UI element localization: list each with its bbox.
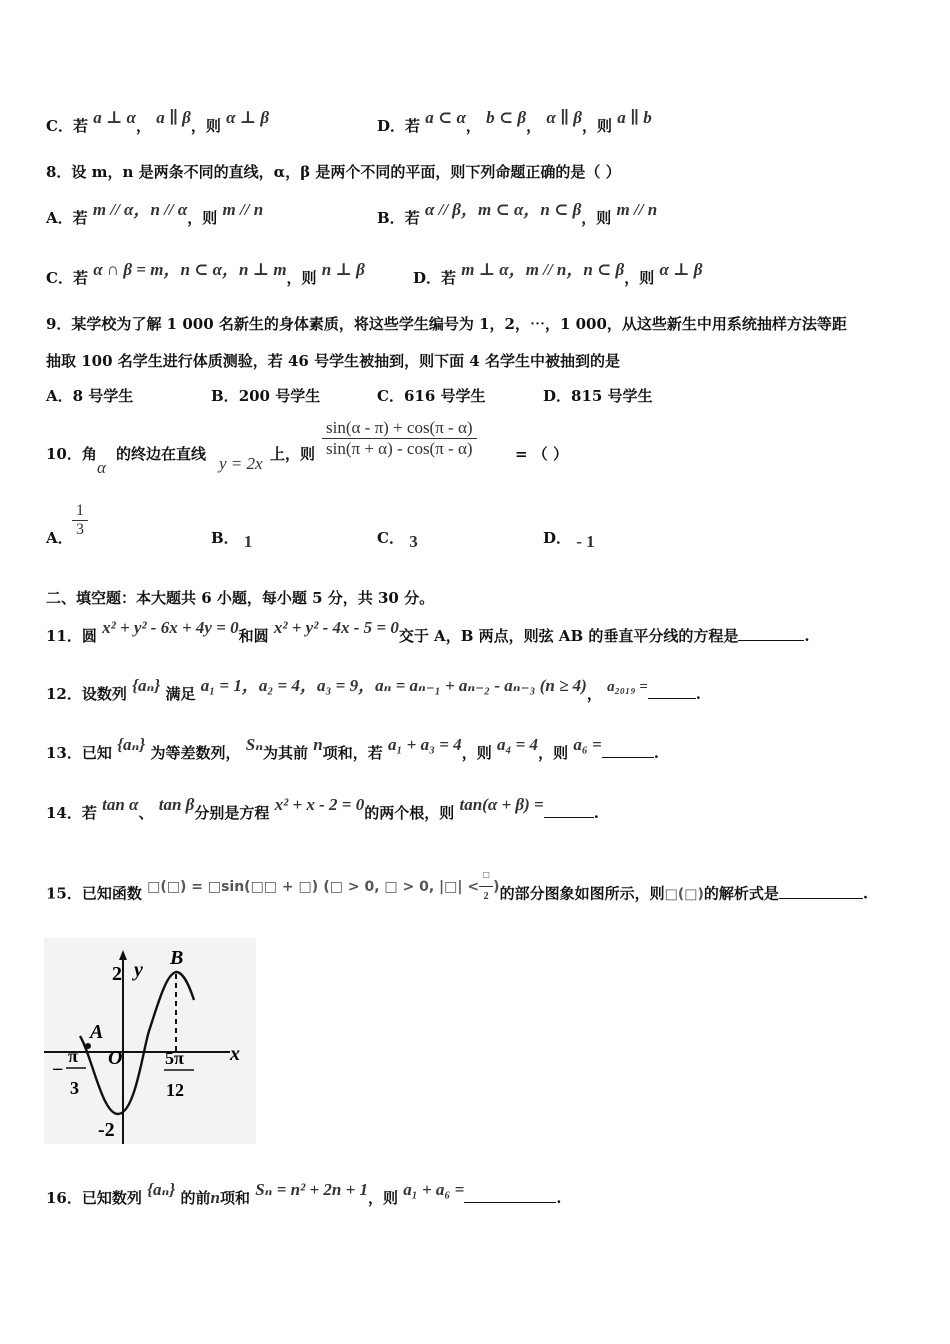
y-label: y <box>134 959 143 981</box>
formula: α ⊥ β <box>226 108 270 127</box>
q10-shang: 上，则 <box>270 445 316 463</box>
answer-blank[interactable] <box>602 743 654 758</box>
q7-option-c: C．若 a ⊥ α， a ∥ β，则 α ⊥ β <box>46 108 270 135</box>
q13: 13．已知 {aₙ} 为等差数列， Sₙ为其前 n项和，若 a₁ + a₃ = 4，则 a₄ = 4，则 a₆ = . <box>46 735 659 762</box>
q10-option-a-value: $\frac{1}{3}$ <box>72 502 88 539</box>
answer-blank[interactable] <box>464 1188 556 1203</box>
q10-fraction: $\frac{\sin(\alpha - \pi) + \cos(\pi - \alpha)}{\sin(\pi + \alpha) - \cos(\pi - \alpha)}$ <box>322 418 477 459</box>
q14: 14．若 tan α、 tan β分别是方程 x² + x - 2 = 0的两个根，则 tan(α + β) = . <box>46 795 599 822</box>
section-heading: 二、填空题：本大题共 6 小题，每小题 5 分，共 30 分。 <box>46 589 435 607</box>
answer-blank[interactable] <box>648 684 696 699</box>
q8-option-a: A．若 m // α，n // α，则 m // n <box>46 200 264 227</box>
garbled-condition: (□ > 0, □ > 0, |□| < $\frac{□}{2}$ ) <box>323 879 499 895</box>
q8-option-d: D．若 m ⊥ α，m // n，n ⊂ β，则 α ⊥ β <box>413 260 703 287</box>
q10-option-c: C． 3 <box>377 529 418 551</box>
q16: 16．已知数列 {aₙ} 的前n项和 Sₙ = n² + 2n + 1，则 a₁ + a₆ = . <box>46 1180 562 1207</box>
q12: 12．设数列 {aₙ} 满足 a₁ = 1，a₂ = 4，a₃ = 9，aₙ = aₙ₋₁ + aₙ₋₂ - aₙ₋₃ (n ≥ 4)， a₂₀₁₉ = . <box>46 676 702 703</box>
point-b-label: B <box>170 947 184 969</box>
q10-option-b: B． 1 <box>211 529 253 551</box>
formula: a ⊥ α <box>93 108 136 127</box>
graph-svg <box>44 938 256 1144</box>
x-label: x <box>230 1043 240 1065</box>
q8-option-c: C．若 α ∩ β = m，n ⊂ α，n ⊥ m，则 n ⊥ β <box>46 260 365 287</box>
q7-option-d: D．若 a ⊂ α， b ⊂ β， α ∥ β，则 a ∥ b <box>377 108 652 135</box>
answer-blank[interactable] <box>738 626 804 641</box>
neg-sign: − <box>52 1059 64 1081</box>
q10-option-d: D． - 1 <box>543 529 595 551</box>
formula: a ∥ b <box>617 108 652 127</box>
q9-option-a: A．8 号学生 <box>46 387 134 405</box>
formula: a ∥ β <box>156 108 191 127</box>
q9-line-2: 抽取 100 名学生进行体质测验，若 46 号学生被抽到，则下面 4 名学生中被抽到的是 <box>46 352 620 370</box>
q15: 15．已知函数 □(□) = □sin(□□ + □) (□ > 0, □ > 0, |□| < $\frac{□}{2}$ )的部分图象如图所示，则□(□)的解析式是 . <box>46 874 868 915</box>
q10-tail: = （ ） <box>515 445 569 463</box>
twelve-label: 12 <box>166 1080 184 1100</box>
q10-line: y = 2x <box>219 454 263 473</box>
answer-blank[interactable] <box>544 803 594 818</box>
y-axis-arrow <box>119 950 127 960</box>
q10-mid: 的终边在直线 <box>116 445 207 463</box>
function-graph <box>44 938 256 1144</box>
q10-alpha: α <box>97 458 106 477</box>
q11: 11．圆 x² + y² - 6x + 4y = 0和圆 x² + y² - 4x - 5 = 0交于 A，B 两点，则弦 AB 的垂直平分线的方程是 . <box>46 618 810 645</box>
q10-stem: 10．角 <box>46 445 97 463</box>
q9-option-b: B．200 号学生 <box>211 387 321 405</box>
origin-label: O <box>108 1047 123 1069</box>
q9-line-1: 9．某学校为了解 1 000 名新生的身体素质，将这些学生编号为 1，2，⋯，1 000，从这些新生中用系统抽样方法等距 <box>46 315 847 333</box>
point-a <box>85 1043 91 1049</box>
q8-stem: 8．设 m，n 是两条不同的直线，α，β 是两个不同的平面，则下列命题正确的是（ ） <box>46 163 621 181</box>
y-bottom-label: -2 <box>98 1119 115 1141</box>
q9-option-c: C．616 号学生 <box>377 387 486 405</box>
formula: a ⊂ α <box>425 108 466 127</box>
q8-option-b: B．若 α // β，m ⊂ α，n ⊂ β，则 m // n <box>377 200 658 227</box>
garbled-formula: □(□) = □sin(□□ + □) <box>147 878 319 895</box>
neg-pi-label: π <box>68 1046 78 1066</box>
answer-blank[interactable] <box>779 884 863 899</box>
q10-option-a-letter: A． <box>46 529 73 547</box>
formula: b ⊂ β <box>486 108 527 127</box>
y-top-label: 2 <box>112 963 122 985</box>
q9-option-d: D．815 号学生 <box>543 387 653 405</box>
formula: α ∥ β <box>546 108 582 127</box>
neg-three-label: 3 <box>70 1078 79 1098</box>
point-a-label: A <box>90 1021 104 1043</box>
five-pi-label: 5π <box>165 1048 184 1068</box>
